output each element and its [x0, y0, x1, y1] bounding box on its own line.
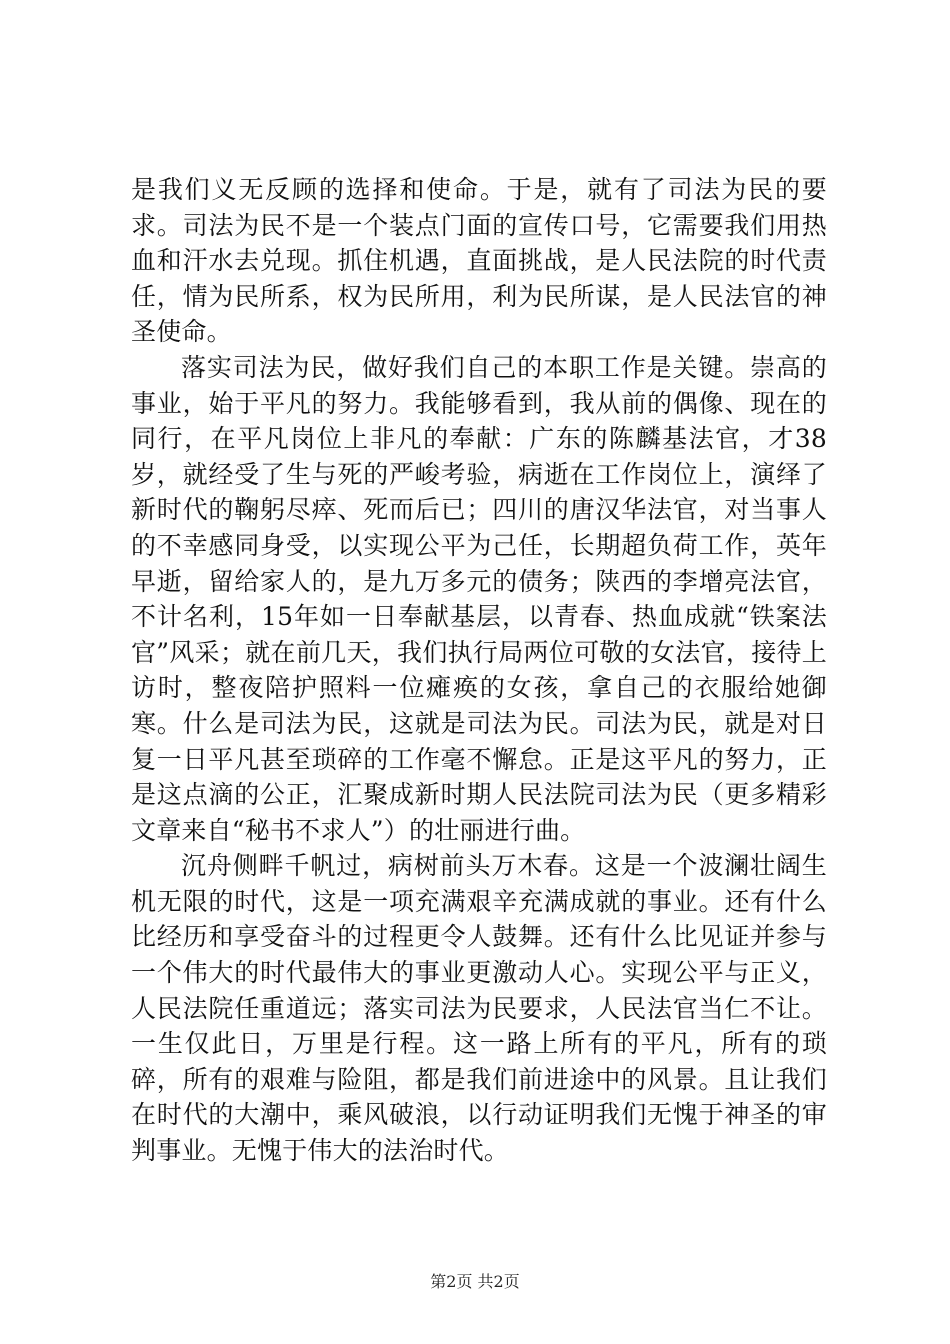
document-body — [131, 172, 827, 1169]
page-footer: 第2页 共2页 — [430, 1272, 520, 1291]
paragraph-1: 是我们义无反顾的选择和使命。于是，就有了司法为民的要求。司法为民不是一个装点门面的宣传口号，它需要我们用热血和汗水去兑现。抓住机遇，直面挑战，是人民法院的时代责任，情为民所系，权为民所用，利为民所谋，是人民法官的神圣使命。 — [131, 175, 827, 347]
paragraph-3: 沉舟侧畔千帆过，病树前头万木春。这是一个波澜壮阔生机无限的时代，这是一项充满艰辛充满成就的事业。还有什么比经历和享受奋斗的过程更令人鼓舞。还有什么比见证并参与一个伟大的时代最伟大的事业更激动人心。实现公平与正义，人民法院任重道远；落实司法为民要求，人民法官当仁不让。一生仅此日，万里是行程。这一路上所有的平凡，所有的琐碎，所有的艰难与险阻，都是我们前进途中的风景。且让我们在时代的大潮中，乘风破浪，以行动证明我们无愧于神圣的审判事业。无愧于伟大的法治时代。 — [131, 851, 827, 1166]
paragraph-2: 落实司法为民，做好我们自己的本职工作是关键。崇高的事业，始于平凡的努力。我能够看到，我从前的偶像、现在的同行，在平凡岗位上非凡的奉献：广东的陈麟基法官，才38岁，就经受了生与死的严峻考验，病逝在工作岗位上，演绎了新时代的鞠躬尽瘁、死而后已；四川的唐汉华法官，对当事人的不幸感同身受，以实现公平为己任，长期超负荷工作，英年早逝，留给家人的，是九万多元的债务；陕西的李增亮法官，不计名利，15年如一日奉献基层，以青春、热血成就“铁案法官”风采；就在前几天，我们执行局两位可敬的女法官，接待上访时，整夜陪护照料一位瘫痪的女孩，拿自己的衣服给她御寒。什么是司法为民，这就是司法为民。司法为民，就是对日复一日平凡甚至琐碎的工作毫不懈怠。正是这平凡的努力，正是这点滴的公正，汇聚成新时期人民法院司法为民（更多精彩文章来自“秘书不求人”）的壮丽进行曲。 — [131, 352, 827, 845]
